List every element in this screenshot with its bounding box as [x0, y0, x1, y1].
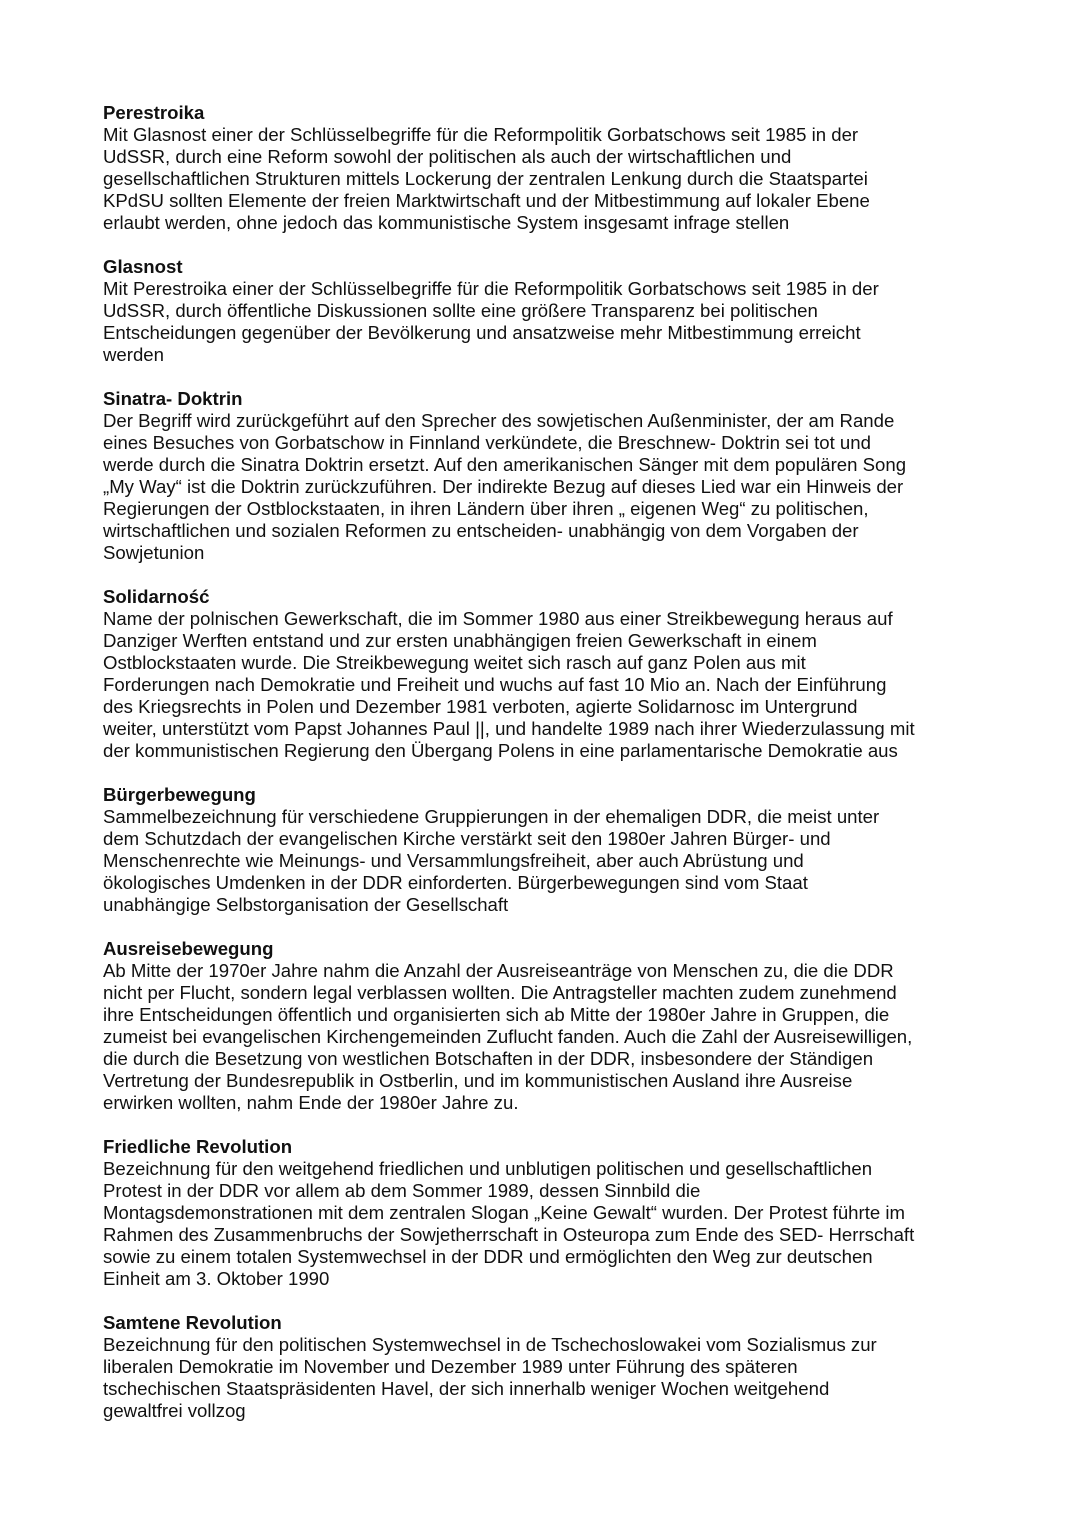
term-definition: Name der polnischen Gewerkschaft, die im Sommer 1980 aus einer Streikbewegung heraus auf Danziger Werften entstand und zur ersten unabhängigen freien Gewerkschaft in einem Ostblockstaaten wurde. Die Streikbewegung weitet sich rasch auf ganz Polen aus mit Forderungen nach Demokratie und Freiheit und wuchs auf fast 10 Mio an. Nach der Einführung des Kriegsrechts in Polen und Dezember 1981 verboten, agierte Solidarnosc im Untergrund weiter, unterstützt vom Papst Johannes Paul ||, und handelte 1989 nach ihrer Wiederzulassung mit der kommunistischen Regierung den Übergang Polens in eine parlamentarische Demokratie aus [103, 608, 915, 761]
entry-friedliche-revolution [103, 1136, 983, 1290]
entry-sinatra-doktrin [103, 388, 983, 564]
term-definition: Der Begriff wird zurückgeführt auf den Sprecher des sowjetischen Außenminister, der am Rande eines Besuches von Gorbatschow in Finnland verkündete, die Breschnew- Doktrin sei tot und werde durch die Sinatra Doktrin ersetzt. Auf den amerikanischen Sänger mit dem populären Song „My Way“ ist die Doktrin zurückzuführen. Der indirekte Bezug auf dieses Lied war ein Hinweis der Regierungen der Ostblockstaaten, in ihren Ländern über ihren „ eigenen Weg“ zu politischen, wirtschaftlichen und sozialen Reformen zu entscheiden- unabhängig von dem Vorgaben der Sowjetunion [103, 410, 907, 563]
term-heading: Samtene Revolution [103, 1312, 282, 1333]
term-heading: Ausreisebewegung [103, 938, 274, 959]
term-definition: Bezeichnung für den politischen Systemwechsel in de Tschechoslowakei vom Sozialismus zur liberalen Demokratie im November und Dezember 1989 unter Führung des späteren tschechischen Staatspräsidenten Havel, der sich innerhalb weniger Wochen weitgehend gewaltfrei vollzog [103, 1334, 877, 1421]
entry-ausreisebewegung [103, 938, 983, 1114]
term-heading: Glasnost [103, 256, 183, 277]
term-definition: Mit Glasnost einer der Schlüsselbegriffe für die Reformpolitik Gorbatschows seit 1985 in der UdSSR, durch eine Reform sowohl der politischen als auch der wirtschaftlichen und gesellschaftlichen Strukturen mittels Lockerung der zentralen Lenkung durch die Staatspartei KPdSU sollten Elemente der freien Marktwirtschaft und der Mitbestimmung auf lokaler Ebene erlaubt werden, ohne jedoch das kommunistische System insgesamt infrage stellen [103, 124, 870, 233]
term-definition: Sammelbezeichnung für verschiedene Gruppierungen in der ehemaligen DDR, die meist unter dem Schutzdach der evangelischen Kirche verstärkt seit den 1980er Jahren Bürger- und Menschenrechte wie Meinungs- und Versammlungsfreiheit, aber auch Abrüstung und ökologisches Umdenken in der DDR einforderten. Bürgerbewegungen sind vom Staat unabhängige Selbstorganisation der Gesellschaft [103, 806, 880, 915]
term-heading: Sinatra- Doktrin [103, 388, 243, 409]
entry-buergerbewegung [103, 784, 983, 916]
term-heading: Solidarność [103, 586, 210, 607]
term-heading: Friedliche Revolution [103, 1136, 293, 1157]
entry-glasnost [103, 256, 983, 366]
term-definition: Ab Mitte der 1970er Jahre nahm die Anzahl der Ausreiseanträge von Menschen zu, die die DDR nicht per Flucht, sondern legal verblassen wollten. Die Antragsteller machten zudem zunehmend ihre Entscheidungen öffentlich und organisierten sich ab Mitte der 1980er Jahre in Gruppen, die zumeist bei evangelischen Kirchengemeinden Zuflucht fanden. Auch die Zahl der Ausreisewilligen, die durch die Besetzung von westlichen Botschaften in der DDR, insbesondere der Ständigen Vertretung der Bundesrepublik in Ostberlin, und im kommunistischen Ausland ihre Ausreise erwirken wollten, nahm Ende der 1980er Jahre zu. [103, 960, 913, 1113]
entry-perestroika [103, 102, 983, 234]
term-definition: Mit Perestroika einer der Schlüsselbegriffe für die Reformpolitik Gorbatschows seit 1985 in der UdSSR, durch öffentliche Diskussionen sollte eine größere Transparenz bei politischen Entscheidungen gegenüber der Bevölkerung und ansatzweise mehr Mitbestimmung erreicht werden [103, 278, 879, 365]
entry-solidarnosc [103, 586, 983, 762]
term-heading: Perestroika [103, 102, 205, 123]
term-heading: Bürgerbewegung [103, 784, 256, 805]
term-definition: Bezeichnung für den weitgehend friedlichen und unblutigen politischen und gesellschaftlichen Protest in der DDR vor allem ab dem Sommer 1989, dessen Sinnbild die Montagsdemonstrationen mit dem zentralen Slogan „Keine Gewalt“ wurden. Der Protest führte im Rahmen des Zusammenbruchs der Sowjetherrschaft in Osteuropa zum Ende des SED- Herrschaft sowie zu einem totalen Systemwechsel in der DDR und ermöglichten den Weg zur deutschen Einheit am 3. Oktober 1990 [103, 1158, 915, 1289]
entry-samtene-revolution [103, 1312, 983, 1422]
document-page [103, 102, 983, 1444]
